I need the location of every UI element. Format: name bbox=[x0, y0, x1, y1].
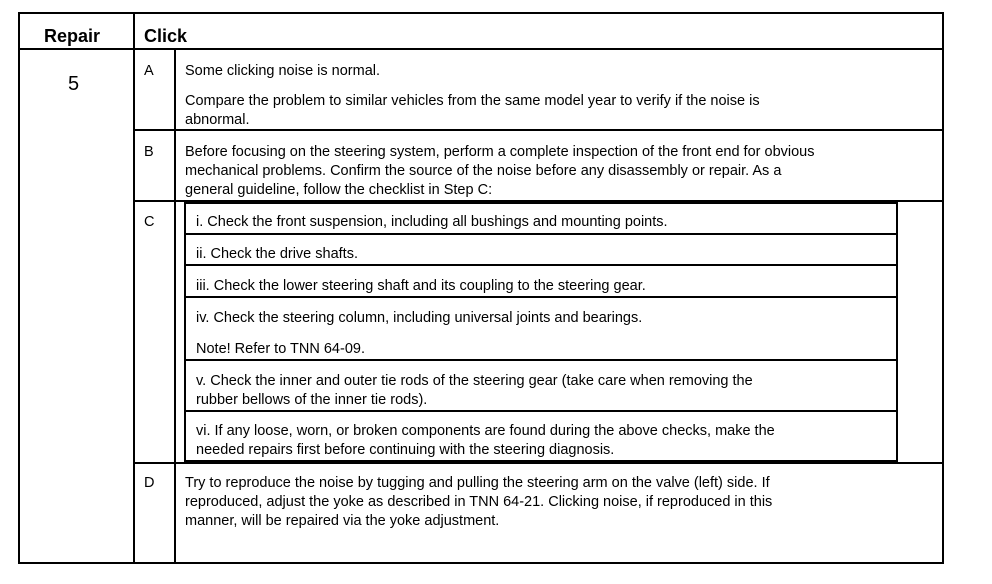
step-letter-a: A bbox=[144, 63, 154, 79]
step-letter-b: B bbox=[144, 144, 154, 160]
checklist-item-iv-note: Note! Refer to TNN 64-09. bbox=[196, 341, 365, 357]
checklist-item-vi-line-1: vi. If any loose, worn, or broken components are found during the above checks, make the bbox=[196, 423, 775, 439]
step-b-line-2: mechanical problems. Confirm the source of the noise before any disassembly or repair. As a bbox=[185, 163, 782, 179]
checklist-item-i-text: i. Check the front suspension, including all bushings and mounting points. bbox=[196, 214, 668, 230]
step-d-line-1: Try to reproduce the noise by tugging and pulling the steering arm on the valve (left) side. If bbox=[185, 475, 770, 491]
checklist-item-vi-line-2: needed repairs first before continuing with the steering diagnosis. bbox=[196, 442, 615, 458]
step-letter-d: D bbox=[144, 475, 155, 491]
repair-column-divider bbox=[133, 12, 135, 564]
click-column-header: Click bbox=[144, 26, 188, 46]
checklist-item-iv-text: iv. Check the steering column, including universal joints and bearings. bbox=[196, 310, 643, 326]
repair-number: 5 bbox=[68, 73, 80, 95]
step-letter-c: C bbox=[144, 214, 155, 230]
step-a-text-2-line-1: Compare the problem to similar vehicles from the same model year to verify if the noise is bbox=[185, 93, 760, 109]
step-a-text-2-line-2: abnormal. bbox=[185, 112, 250, 128]
row-divider-c-d bbox=[134, 462, 944, 464]
checklist-item-v-line-1: v. Check the inner and outer tie rods of the steering gear (take care when removing the bbox=[196, 373, 753, 389]
step-a-text-1: Some clicking noise is normal. bbox=[185, 63, 381, 79]
checklist-item-ii-text: ii. Check the drive shafts. bbox=[196, 246, 358, 262]
step-d-line-3: manner, will be repaired via the yoke adjustment. bbox=[185, 513, 500, 529]
repair-column-header: Repair bbox=[44, 26, 101, 46]
step-b-line-1: Before focusing on the steering system, perform a complete inspection of the front end for obvious bbox=[185, 144, 815, 160]
letter-column-divider bbox=[174, 49, 176, 564]
row-divider-a-b bbox=[134, 129, 944, 131]
header-divider bbox=[18, 48, 944, 50]
checklist-item-v-line-2: rubber bellows of the inner tie rods). bbox=[196, 392, 428, 408]
checklist-item-iii-text: iii. Check the lower steering shaft and its coupling to the steering gear. bbox=[196, 278, 646, 294]
step-d-line-2: reproduced, adjust the yoke as described in TNN 64-21. Clicking noise, if reproduced in this bbox=[185, 494, 773, 510]
step-b-line-3: general guideline, follow the checklist in Step C: bbox=[185, 182, 493, 198]
